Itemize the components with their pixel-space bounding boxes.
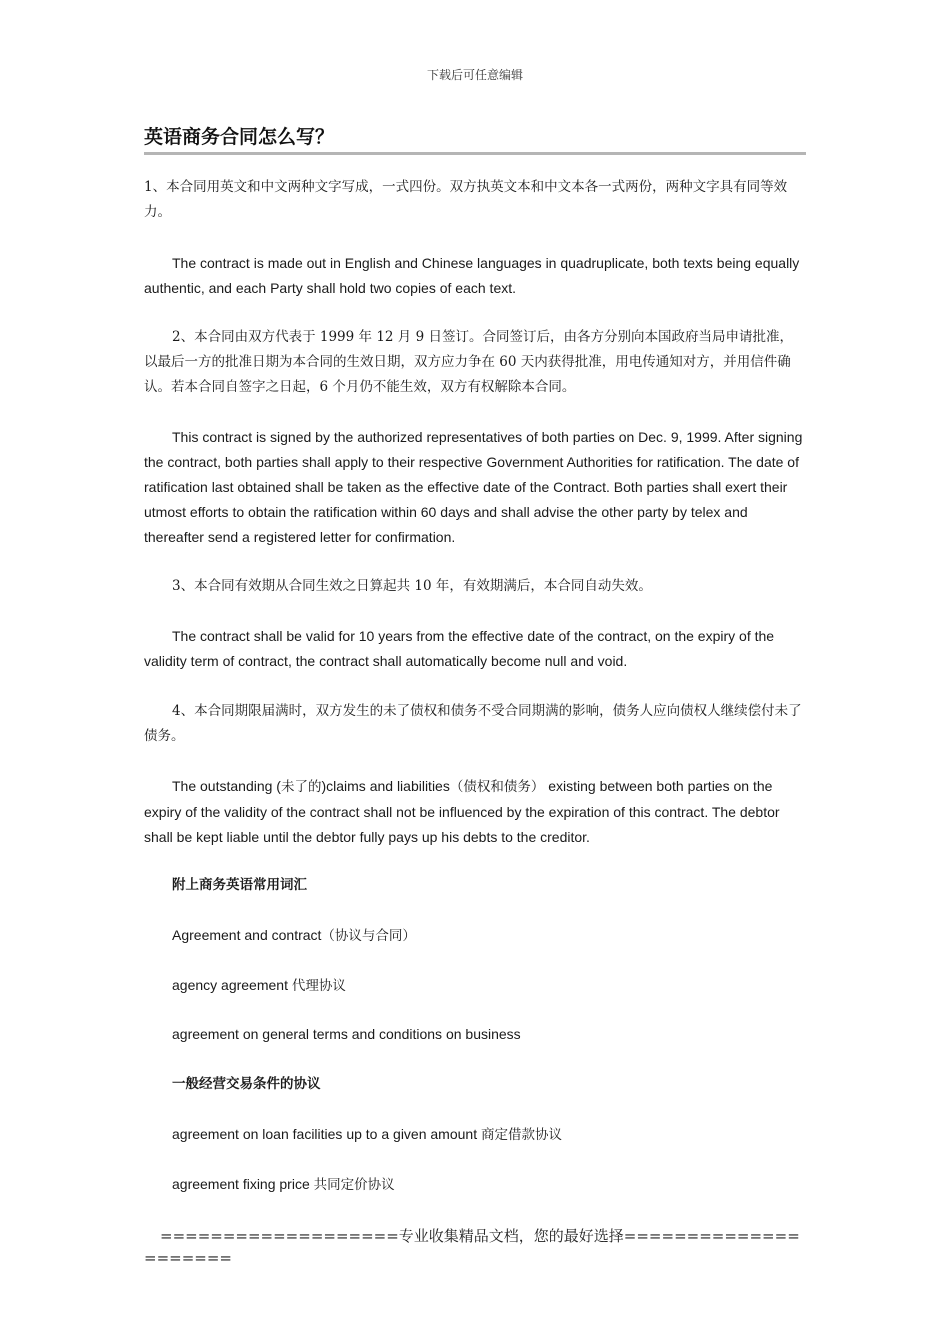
vocab-heading: 附上商务英语常用词汇 xyxy=(172,877,307,893)
vocab-item-3-zh: 一般经营交易条件的协议 xyxy=(172,1076,321,1092)
vocab-item-1-en: Agreement and contract xyxy=(172,927,322,943)
vocab-item-2 xyxy=(144,973,806,999)
vocab-item-2-en: agency agreement xyxy=(172,977,292,993)
vocab-item-5 xyxy=(144,1172,806,1198)
clause-4-chinese: 4、本合同期限届满时，双方发生的未了债权和债务不受合同期满的影响，债务人应向债权人继续偿付未了债务。 xyxy=(144,703,802,744)
clause-2-english: This contract is signed by the authorized representatives of both parties on Dec. 9, 1999. After signing the contract, both parties shall apply to their respective Government Authorities for ratification. The date of ratification last obtained shall be taken as the effective date of the Contract. Both parties shall exert their utmost efforts to obtain the ratification within 60 days and shall advise the other party by telex and thereafter send a registered letter for confirmation. xyxy=(144,429,803,545)
clause-4-text-b: 未了的 xyxy=(280,779,322,795)
clause-4-text-a: The outstanding ( xyxy=(172,778,281,794)
clause-4-english xyxy=(144,774,806,850)
vocab-item-3-en: agreement on general terms and conditions on business xyxy=(172,1026,521,1042)
vocab-item-4 xyxy=(144,1122,806,1148)
vocab-item-4-zh: 商定借款协议 xyxy=(480,1127,562,1143)
clause-4-text-c: )claims and liabilities xyxy=(321,778,450,794)
clause-3-chinese: 3、本合同有效期从合同生效之日算起共 10 年，有效期满后，本合同自动失效。 xyxy=(172,578,652,594)
page-title: 英语商务合同怎么写？ xyxy=(144,124,806,155)
clause-2-chinese: 2、本合同由双方代表于 1999 年 12 月 9 日签订。合同签订后，由各方分别向本国政府当局申请批准，以最后一方的批准日期为本合同的生效日期，双方应力争在 60 天内获得批准，用电传通知对方，并用信件确认。若本合同自签字之日起，6 个月仍不能生效，双方有权解除本合同。 xyxy=(144,329,793,395)
clause-4-text-d: （债权和债务） xyxy=(449,779,545,795)
vocab-item-2-zh: 代理协议 xyxy=(291,978,346,994)
footer-banner: ===================专业收集精品文档，您的最好选择===================== xyxy=(144,1227,800,1267)
vocab-item-5-en: agreement fixing price xyxy=(172,1176,314,1192)
clause-3-english: The contract shall be valid for 10 years from the effective date of the contract, on the expiry of the validity term of contract, the contract shall automatically become null and void. xyxy=(144,628,775,669)
clause-4-text-e: existing between both parties on the expiry of the validity of the contract shall not be influenced by the expiration of this contract. The debtor shall be kept liable until the debtor fully pays up his debts to the creditor. xyxy=(144,778,780,845)
vocab-item-5-zh: 共同定价协议 xyxy=(313,1177,395,1193)
vocab-item-1 xyxy=(144,923,806,949)
clause-1-english: The contract is made out in English and Chinese languages in quadruplicate, both texts being equally authentic, and each Party shall hold two copies of each text. xyxy=(144,255,800,296)
header-note: 下载后可任意编辑 xyxy=(426,68,523,82)
clause-1-chinese: 1、本合同用英文和中文两种文字写成，一式四份。双方执英文本和中文本各一式两份，两种文字具有同等效力。 xyxy=(144,179,788,220)
vocab-item-4-en: agreement on loan facilities up to a given amount xyxy=(172,1126,481,1142)
vocab-item-1-zh: （协议与合同） xyxy=(321,928,416,944)
